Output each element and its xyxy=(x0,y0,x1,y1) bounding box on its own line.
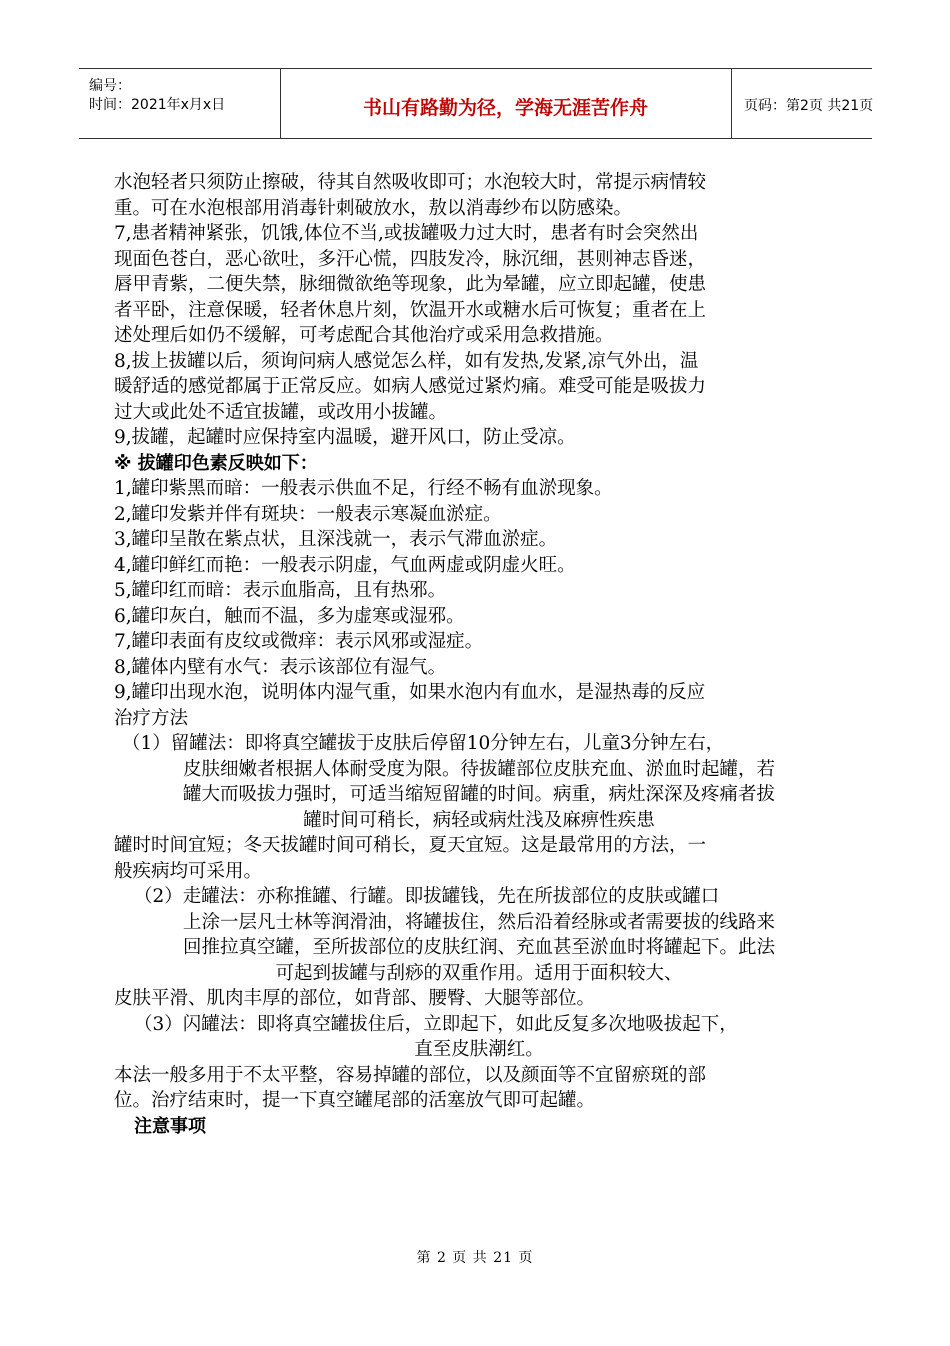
body-line: 般疾病均可采用。 xyxy=(114,860,263,882)
body-line: 重。可在水泡根部用消毒针刺破放水，敖以消毒纱布以防感染。 xyxy=(114,197,633,219)
section-heading: 注意事项 xyxy=(134,1115,206,1137)
body-line: 可起到拔罐与刮痧的双重作用。适用于面积较大、 xyxy=(275,962,683,984)
body-line: 皮肤细嫩者根据人体耐受度为限。待拔罐部位皮肤充血、淤血时起罐，若 xyxy=(182,758,775,780)
list-item: 7,罐印表面有皮纹或微痒：表示风邪或湿症。 xyxy=(114,631,484,652)
body-line: （3）闪罐法：即将真空罐拔住后，立即起下，如此反复多次地吸拔起下， xyxy=(134,1013,738,1035)
list-item: 5,罐印红而暗：表示血脂高，且有热邪。 xyxy=(114,580,447,601)
body-line: 9,拔罐，起罐时应保持室内温暖，避开风口，防止受凉。 xyxy=(114,427,576,448)
header-page-info: 页码：第2页 共21页 xyxy=(744,98,874,114)
body-line: 唇甲青紫，二便失禁，脉细微欲绝等现象，此为晕罐，应立即起罐，使患 xyxy=(114,274,707,295)
body-line: 直至皮肤潮红。 xyxy=(414,1039,544,1060)
body-line: 皮肤平滑、肌肉丰厚的部位，如背部、腰臀、大腿等部位。 xyxy=(114,988,596,1009)
body-line: 罐时间可稍长，病轻或病灶浅及麻痹性疾患 xyxy=(303,809,655,831)
page-footer: 第 2 页 共 21 页 xyxy=(416,1250,534,1266)
document-time-label: 时间：2021年x月x日 xyxy=(89,97,226,113)
list-item: 9,罐印出现水泡，说明体内湿气重，如果水泡内有血水，是湿热毒的反应 xyxy=(114,682,706,703)
document-number-label: 编号： xyxy=(89,78,131,94)
body-line: 8,拔上拔罐以后，须询问病人感觉怎么样，如有发热,发紧,凉气外出，温 xyxy=(114,350,699,372)
list-item: 4,罐印鲜红而艳：一般表示阴虚，气血两虚或阴虚火旺。 xyxy=(114,554,576,576)
header-meta-cell xyxy=(79,69,281,138)
body-line: （2）走罐法：亦称推罐、行罐。即拔罐钱，先在所拔部位的皮肤或罐口 xyxy=(134,886,720,907)
body-line: 7,患者精神紧张，饥饿,体位不当,或拔罐吸力过大时，患者有时会突然出 xyxy=(114,223,699,244)
list-item: 8,罐体内壁有水气：表示该部位有湿气。 xyxy=(114,656,447,678)
body-line: 水泡轻者只须防止擦破，待其自然吸收即可；水泡较大时，常提示病情较 xyxy=(114,172,707,193)
header-motto: 书山有路勤为径，学海无涯苦作舟 xyxy=(362,97,648,119)
document-body xyxy=(114,170,844,1139)
body-line: 本法一般多用于不太平整，容易掉罐的部位，以及颜面等不宜留瘀斑的部 xyxy=(114,1064,707,1086)
body-line: 现面色苍白，恶心欲吐，多汗心慌，四肢发冷，脉沉细，甚则神志昏迷， xyxy=(114,248,707,270)
body-line: 过大或此处不适宜拔罐，或改用小拔罐。 xyxy=(114,401,448,423)
list-item: 6,罐印灰白，触而不温，多为虚寒或湿邪。 xyxy=(114,605,465,627)
body-line: 述处理后如仍不缓解，可考虑配合其他治疗或采用急救措施。 xyxy=(114,325,614,346)
body-line: （1）留罐法：即将真空罐拔于皮肤后停留10分钟左右，儿童3分钟左右， xyxy=(122,733,725,754)
list-item: 2,罐印发紫并伴有斑块：一般表示寒凝血淤症。 xyxy=(114,503,502,525)
page-header xyxy=(79,68,872,139)
body-line: 暖舒适的感觉都属于正常反应。如病人感觉过紧灼痛。难受可能是吸拔力 xyxy=(114,376,707,397)
body-line: 罐大而吸拔力强时，可适当缩短留罐的时间。病重，病灶深深及疼痛者拔 xyxy=(182,784,775,805)
list-item: 3,罐印呈散在紫点状，且深浅就一，表示气滞血淤症。 xyxy=(114,529,558,550)
body-line: 治疗方法 xyxy=(114,707,189,729)
header-motto-cell xyxy=(280,69,732,138)
section-heading: ※ 拔罐印色素反映如下： xyxy=(114,452,318,474)
body-line: 者平卧，注意保暖，轻者休息片刻，饮温开水或糖水后可恢复；重者在上 xyxy=(114,299,707,321)
list-item: 1,罐印紫黑而暗：一般表示供血不足，行经不畅有血淤现象。 xyxy=(114,478,613,499)
body-line: 罐时时间宜短；冬天拔罐时间可稍长，夏天宜短。这是最常用的方法，一 xyxy=(114,835,707,856)
header-page-cell xyxy=(732,69,872,138)
body-line: 位。治疗结束时，提一下真空罐尾部的活塞放气即可起罐。 xyxy=(114,1090,596,1111)
body-line: 回推拉真空罐，至所拔部位的皮肤红润、充血甚至淤血时将罐起下。此法 xyxy=(182,937,775,958)
body-line: 上涂一层凡士林等润滑油，将罐拔住，然后沿着经脉或者需要拔的线路来 xyxy=(182,911,775,933)
